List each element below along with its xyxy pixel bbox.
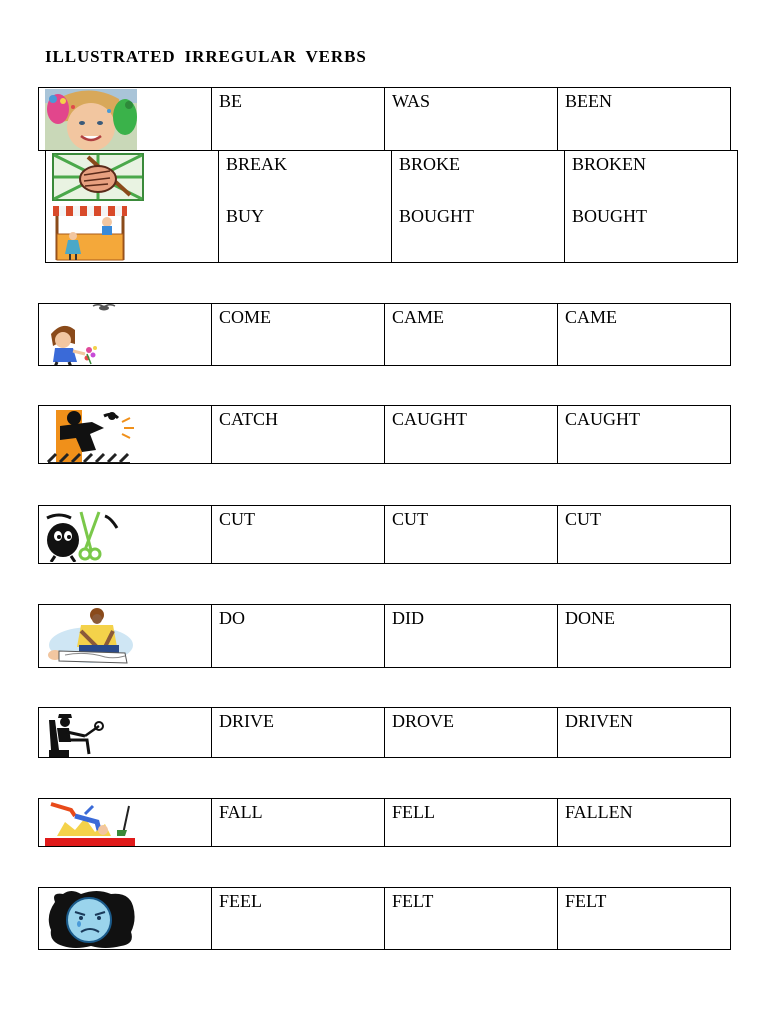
picture-cell <box>39 88 212 151</box>
past-participle: CAME <box>558 304 731 366</box>
verb-row-feel <box>38 887 731 950</box>
driver-icon <box>45 710 107 758</box>
base-form: DO <box>212 605 385 668</box>
past-simple: FELL <box>385 799 558 847</box>
base-form: CUT <box>212 506 385 564</box>
past-participle: CUT <box>558 506 731 564</box>
past-simple: CAUGHT <box>385 406 558 464</box>
past-participle: FELT <box>558 888 731 950</box>
verb-row-cut <box>38 505 731 564</box>
past-simple: CAME <box>385 304 558 366</box>
girl-walking-icon <box>43 320 103 366</box>
verb-row-come <box>38 303 731 366</box>
base-form: BE <box>212 88 385 151</box>
picture-cell <box>39 406 212 464</box>
base-form: DRIVE <box>212 708 385 758</box>
picture-cell <box>39 605 212 668</box>
picture-cell <box>39 708 212 758</box>
market-stall-icon <box>51 204 129 262</box>
hand-breaking-icon <box>52 153 144 201</box>
verb-row-do <box>38 604 731 668</box>
smiling-girl-icon <box>45 89 137 151</box>
verb-row-buy <box>45 203 737 263</box>
past-participle: CAUGHT <box>558 406 731 464</box>
past-simple: BROKE <box>392 151 565 204</box>
base-form: FEEL <box>212 888 385 950</box>
bird-icon <box>91 304 117 312</box>
past-participle: DRIVEN <box>558 708 731 758</box>
past-simple: FELT <box>385 888 558 950</box>
picture-cell <box>39 888 212 950</box>
worksheet-title: ILLUSTRATED IRREGULAR VERBS <box>45 47 367 66</box>
picture-cell <box>39 304 212 366</box>
picture-cell <box>39 799 212 847</box>
picture-cell <box>39 506 212 564</box>
verb-row-break <box>45 150 738 204</box>
past-participle: BOUGHT <box>565 203 738 263</box>
past-participle: DONE <box>558 605 731 668</box>
past-simple: DID <box>385 605 558 668</box>
picture-cell <box>46 203 219 263</box>
person-falling-icon <box>45 800 137 847</box>
base-form: COME <box>212 304 385 366</box>
sad-face-icon <box>45 890 137 949</box>
verb-row-drive <box>38 707 731 758</box>
past-simple: DROVE <box>385 708 558 758</box>
base-form: CATCH <box>212 406 385 464</box>
bug-with-scissors-icon <box>45 510 119 562</box>
base-form: BREAK <box>219 151 392 204</box>
base-form: FALL <box>212 799 385 847</box>
verb-row-be <box>38 87 731 151</box>
verb-row-catch <box>38 405 731 464</box>
past-participle: BEEN <box>558 88 731 151</box>
past-simple: CUT <box>385 506 558 564</box>
past-participle: FALLEN <box>558 799 731 847</box>
doctor-helping-icon <box>45 607 137 667</box>
past-simple: WAS <box>385 88 558 151</box>
base-form: BUY <box>219 203 392 263</box>
picture-cell <box>46 151 219 204</box>
past-participle: BROKEN <box>565 151 738 204</box>
player-catching-icon <box>46 408 136 464</box>
verb-row-fall <box>38 798 731 847</box>
past-simple: BOUGHT <box>392 203 565 263</box>
